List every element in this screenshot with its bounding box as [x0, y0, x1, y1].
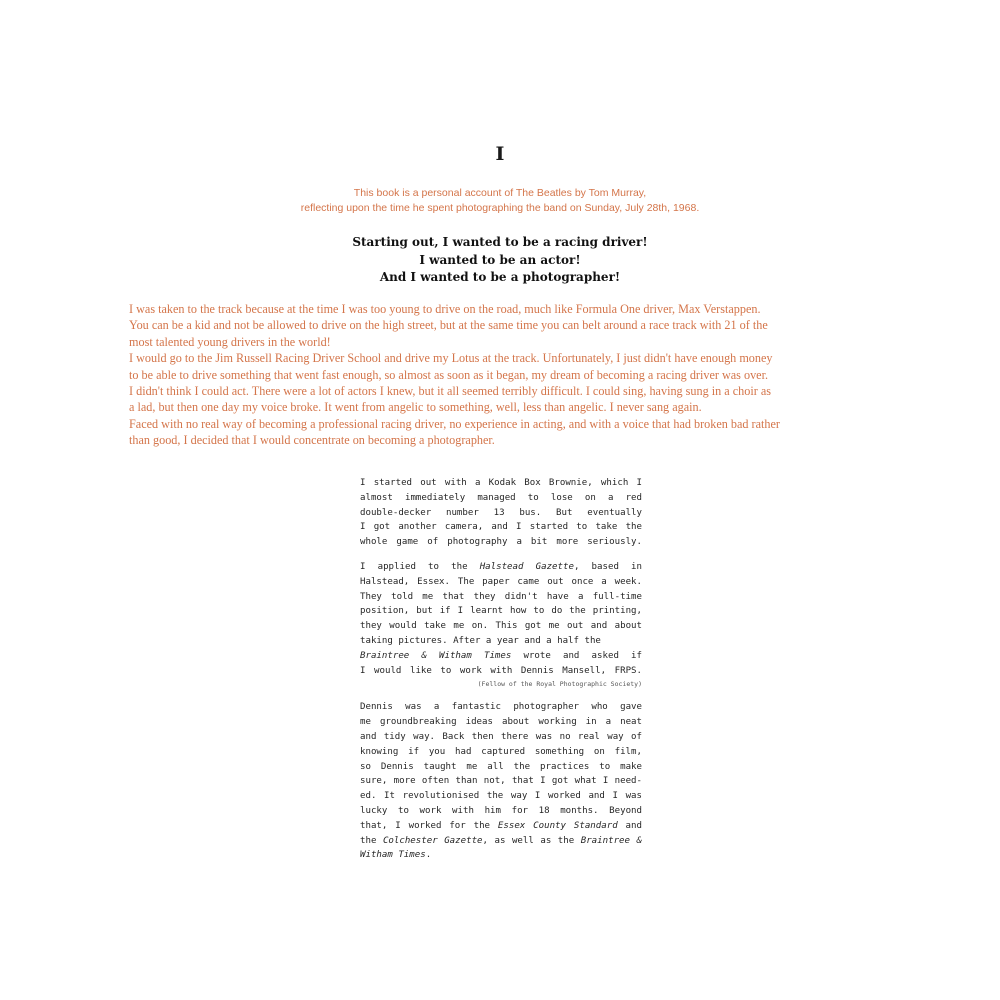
story-line: You can be a kid and not be allowed to drive on the high street, but at the same time you can belt around a race track with 21 of the [129, 318, 768, 333]
text: wrote and asked if [511, 650, 642, 661]
column-line: lucky to work with him for 18 months. Beyond [360, 805, 642, 816]
headline-line: Starting out, I wanted to be a racing driver! [352, 235, 648, 249]
column-line: taking pictures. After a year and a half the [360, 635, 601, 646]
publication-name: Witham Times [360, 850, 426, 861]
story-line: most talented young drivers in the world! [129, 334, 331, 349]
column-line: they would take me on. This got me out and about [360, 621, 642, 632]
column-line: whole game of photography a bit more seriously. [360, 537, 642, 548]
story-line: a lad, but then one day my voice broke. It went from angelic to something, well, less than angelic. I never sang again. [129, 400, 702, 415]
column-line: I would like to work with Dennis Mansell, FRPS. [360, 665, 642, 676]
publication-name: Essex County Standard [497, 820, 618, 831]
text: the [360, 835, 383, 846]
column-line: Dennis was a fantastic photographer who gave [360, 702, 642, 713]
story-line: to be able to drive something that went fast enough, so almost as soon as it began, my dream of becoming a racing driver was over. [129, 367, 769, 382]
column-line: sure, more often than not, that I got what I need- [360, 776, 642, 787]
chapter-numeral: I [495, 143, 505, 165]
column-paragraph-2 [360, 560, 642, 690]
column-line: and tidy way. Back then there was no real way of [360, 731, 642, 742]
text: , as well as the [482, 835, 581, 846]
column-line: almost immediately managed to lose on a red [360, 492, 642, 503]
column-line: double-decker number 13 bus. But eventually [360, 507, 642, 518]
text: I applied to the [360, 561, 480, 572]
column-line: me groundbreaking ideas about working in a neat [360, 717, 642, 728]
intro-line: reflecting upon the time he spent photographing the band on Sunday, July 28th, 1968. [300, 202, 700, 214]
text: . [425, 850, 432, 861]
headline [0, 234, 1000, 287]
column-line [360, 848, 642, 863]
story-line: I didn't think I could act. There were a lot of actors I knew, but it all seemed terribly difficult. I could sing, having sung in a choir as [129, 384, 771, 399]
column-line [360, 560, 642, 575]
story-line: I was taken to the track because at the time I was too young to drive on the road, much like Formula One driver, Max Verstappen. [129, 302, 761, 316]
column-line: ed. It revolutionised the way I worked and I was [360, 791, 642, 802]
column-paragraph-1 [360, 476, 642, 550]
text: , based in [573, 561, 643, 572]
column-line [360, 649, 642, 664]
column-line [360, 834, 642, 849]
story-line: I would go to the Jim Russell Racing Driver School and drive my Lotus at the track. Unfortunately, I just didn't have enough money [129, 351, 773, 366]
publication-name: Braintree & [580, 835, 642, 846]
story-paragraph [129, 301, 874, 449]
intro-line: This book is a personal account of The Beatles by Tom Murray, [353, 187, 647, 199]
column-line [360, 819, 642, 834]
story-line: Faced with no real way of becoming a professional racing driver, no experience in acting, and with a voice that had broken bad rather [129, 416, 780, 431]
publication-name: Braintree & Witham Times [360, 650, 512, 661]
story-line: than good, I decided that I would concentrate on becoming a photographer. [129, 433, 495, 448]
text: that, I worked for the [360, 820, 498, 831]
intro-text [0, 186, 1000, 216]
text: and [617, 820, 642, 831]
column-line: I started out with a Kodak Box Brownie, which I [360, 478, 642, 488]
column-paragraph-3 [360, 700, 642, 863]
headline-line: I wanted to be an actor! [419, 252, 581, 267]
column-line: I got another camera, and I started to take the [360, 522, 642, 533]
column-line: knowing if you had captured something on film, [360, 746, 642, 757]
column-line: Halstead, Essex. The paper came out once a week. [360, 576, 642, 587]
publication-name: Halstead Gazette [479, 561, 574, 572]
body-column [360, 476, 642, 873]
footnote: (Fellow of the Royal Photographic Society) [477, 680, 642, 689]
headline-line: And I wanted to be a photographer! [379, 270, 621, 284]
publication-name: Colchester Gazette [382, 835, 483, 846]
column-line: so Dennis taught me all the practices to make [360, 761, 642, 772]
column-line: position, but if I learnt how to do the printing, [360, 606, 642, 617]
column-line: They told me that they didn't have a full-time [360, 591, 642, 602]
